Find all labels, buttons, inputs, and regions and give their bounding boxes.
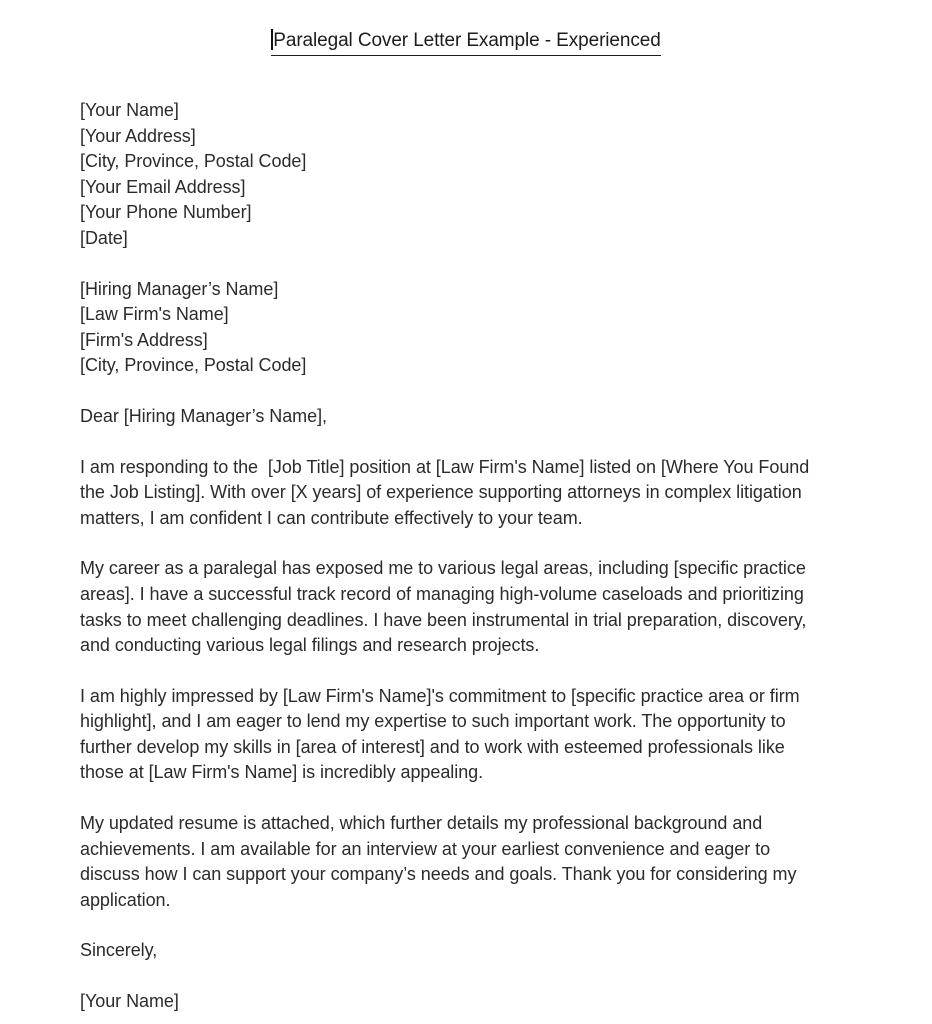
spacer-recipient-to-salutation: [80, 379, 840, 404]
closing-valediction: Sincerely,: [80, 940, 158, 961]
recipient-address-block: [80, 277, 840, 379]
body-paragraph-1: I am responding to the [Job Title] position at [Law Firm's Name] listed on [Where You Found the Job Listing]. With over [X years] of experience supporting attorneys in complex litigation matters, I am confident I can contribute effectively to your team.: [80, 456, 815, 528]
sender-line-address: [Your Address]: [80, 125, 196, 146]
spacer-salutation-to-body: [80, 430, 840, 455]
recipient-line-manager: [Hiring Manager’s Name]: [80, 278, 279, 299]
sender-line-name: [Your Name]: [80, 100, 179, 120]
spacer-sender-to-recipient: [80, 252, 840, 277]
sender-line-date: [Date]: [80, 227, 128, 248]
recipient-line-address: [Firm's Address]: [80, 329, 208, 350]
salutation: Dear [Hiring Manager’s Name],: [80, 405, 327, 426]
spacer-para-2-3: [80, 659, 840, 684]
closing-signature: [Your Name]: [80, 991, 179, 1012]
body-paragraph-3: I am highly impressed by [Law Firm's Name]'s commitment to [specific practice area or firm highlight], and I am eager to lend my expertise to such important work. The opportunity to further develop my skills in [area of interest] and to work with esteemed professionals like those at [Law Firm's Name] is incredibly appealing.: [80, 685, 805, 783]
spacer-valediction-to-signature: [80, 964, 840, 989]
body-paragraph-4: My updated resume is attached, which further details my professional background and achievements. I am available for an interview at your earliest convenience and eager to discuss how I can support your company’s needs and goals. Thank you for considering my application.: [80, 813, 802, 910]
recipient-line-city: [City, Province, Postal Code]: [80, 355, 307, 376]
spacer-para-3-4: [80, 786, 840, 811]
spacer-body-to-closing: [80, 913, 840, 938]
sender-line-phone: [Your Phone Number]: [80, 202, 252, 223]
sender-line-email: [Your Email Address]: [80, 176, 246, 197]
sender-line-city: [City, Province, Postal Code]: [80, 151, 307, 172]
sender-address-block: [80, 98, 840, 252]
page-title[interactable]: [271, 28, 660, 56]
spacer-title-to-sender: [80, 56, 840, 98]
page-title-text: Paralegal Cover Letter Example - Experienced: [273, 30, 661, 51]
document-title-row: [0, 0, 932, 56]
letter-body: [0, 56, 840, 1015]
body-paragraph-2: My career as a paralegal has exposed me to various legal areas, including [specific practice areas]. I have a successful track record of managing high-volume caseloads and prioritizing tasks to meet challenging deadlines. I have been instrumental in trial preparation, discovery, and conducting various legal filings and research projects.: [80, 558, 812, 656]
recipient-line-firm: [Law Firm's Name]: [80, 304, 229, 325]
spacer-para-1-2: [80, 531, 840, 556]
